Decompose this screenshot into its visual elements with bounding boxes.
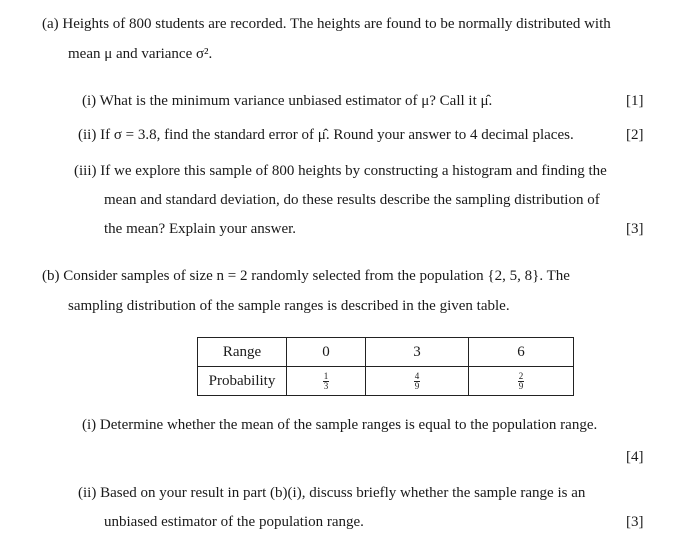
part-b-question-ii-marks: [3] — [626, 514, 644, 530]
part-a-question-i: (i) What is the minimum variance unbiased estimator of μ? Call it μ̂. — [82, 93, 493, 109]
part-b-question-i-marks: [4] — [626, 449, 644, 465]
part-b-question-ii-line2: unbiased estimator of the population range. — [104, 514, 364, 530]
range-row — [198, 338, 574, 367]
fraction-denominator: 3 — [323, 380, 329, 391]
fraction-numerator: 2 — [518, 370, 524, 381]
part-b-intro-line1: (b) Consider samples of size n = 2 randomly selected from the population {2, 5, 8}. The — [42, 268, 570, 284]
probability-header: Probability — [198, 367, 287, 396]
part-b-intro-line2: sampling distribution of the sample ranges is described in the given table. — [68, 298, 510, 314]
range-header: Range — [198, 338, 287, 367]
part-a-intro-line1: (a) Heights of 800 students are recorded. The heights are found to be normally distributed with — [42, 16, 611, 32]
part-a-question-iii-line2: mean and standard deviation, do these results describe the sampling distribution of — [104, 192, 600, 208]
fraction-numerator: 1 — [323, 370, 329, 381]
part-a-question-ii: (ii) If σ = 3.8, find the standard error of μ̂. Round your answer to 4 decimal places. — [78, 127, 574, 143]
range-value: 0 — [287, 338, 366, 367]
fraction-denominator: 9 — [518, 380, 524, 391]
part-a-intro-line2: mean μ and variance σ². — [68, 46, 213, 62]
fraction — [518, 372, 525, 391]
part-b-question-ii-line1: (ii) Based on your result in part (b)(i), discuss briefly whether the sample range is an — [78, 485, 586, 501]
probability-row — [198, 367, 574, 396]
fraction — [414, 372, 421, 391]
part-a-question-iii-line3: the mean? Explain your answer. — [104, 221, 297, 237]
part-a-question-iii-line1: (iii) If we explore this sample of 800 heights by constructing a histogram and finding the — [74, 163, 607, 179]
range-value: 3 — [366, 338, 469, 367]
probability-value — [287, 367, 366, 396]
part-a-question-iii-marks: [3] — [626, 221, 644, 237]
part-b-question-i: (i) Determine whether the mean of the sample ranges is equal to the population range. — [82, 417, 598, 433]
range-distribution-table — [197, 337, 574, 396]
part-a-question-i-marks: [1] — [626, 93, 644, 109]
probability-value — [469, 367, 574, 396]
fraction-denominator: 9 — [414, 380, 420, 391]
part-a-question-ii-marks: [2] — [626, 127, 644, 143]
probability-value — [366, 367, 469, 396]
fraction-numerator: 4 — [414, 370, 420, 381]
range-value: 6 — [469, 338, 574, 367]
fraction — [323, 372, 330, 391]
